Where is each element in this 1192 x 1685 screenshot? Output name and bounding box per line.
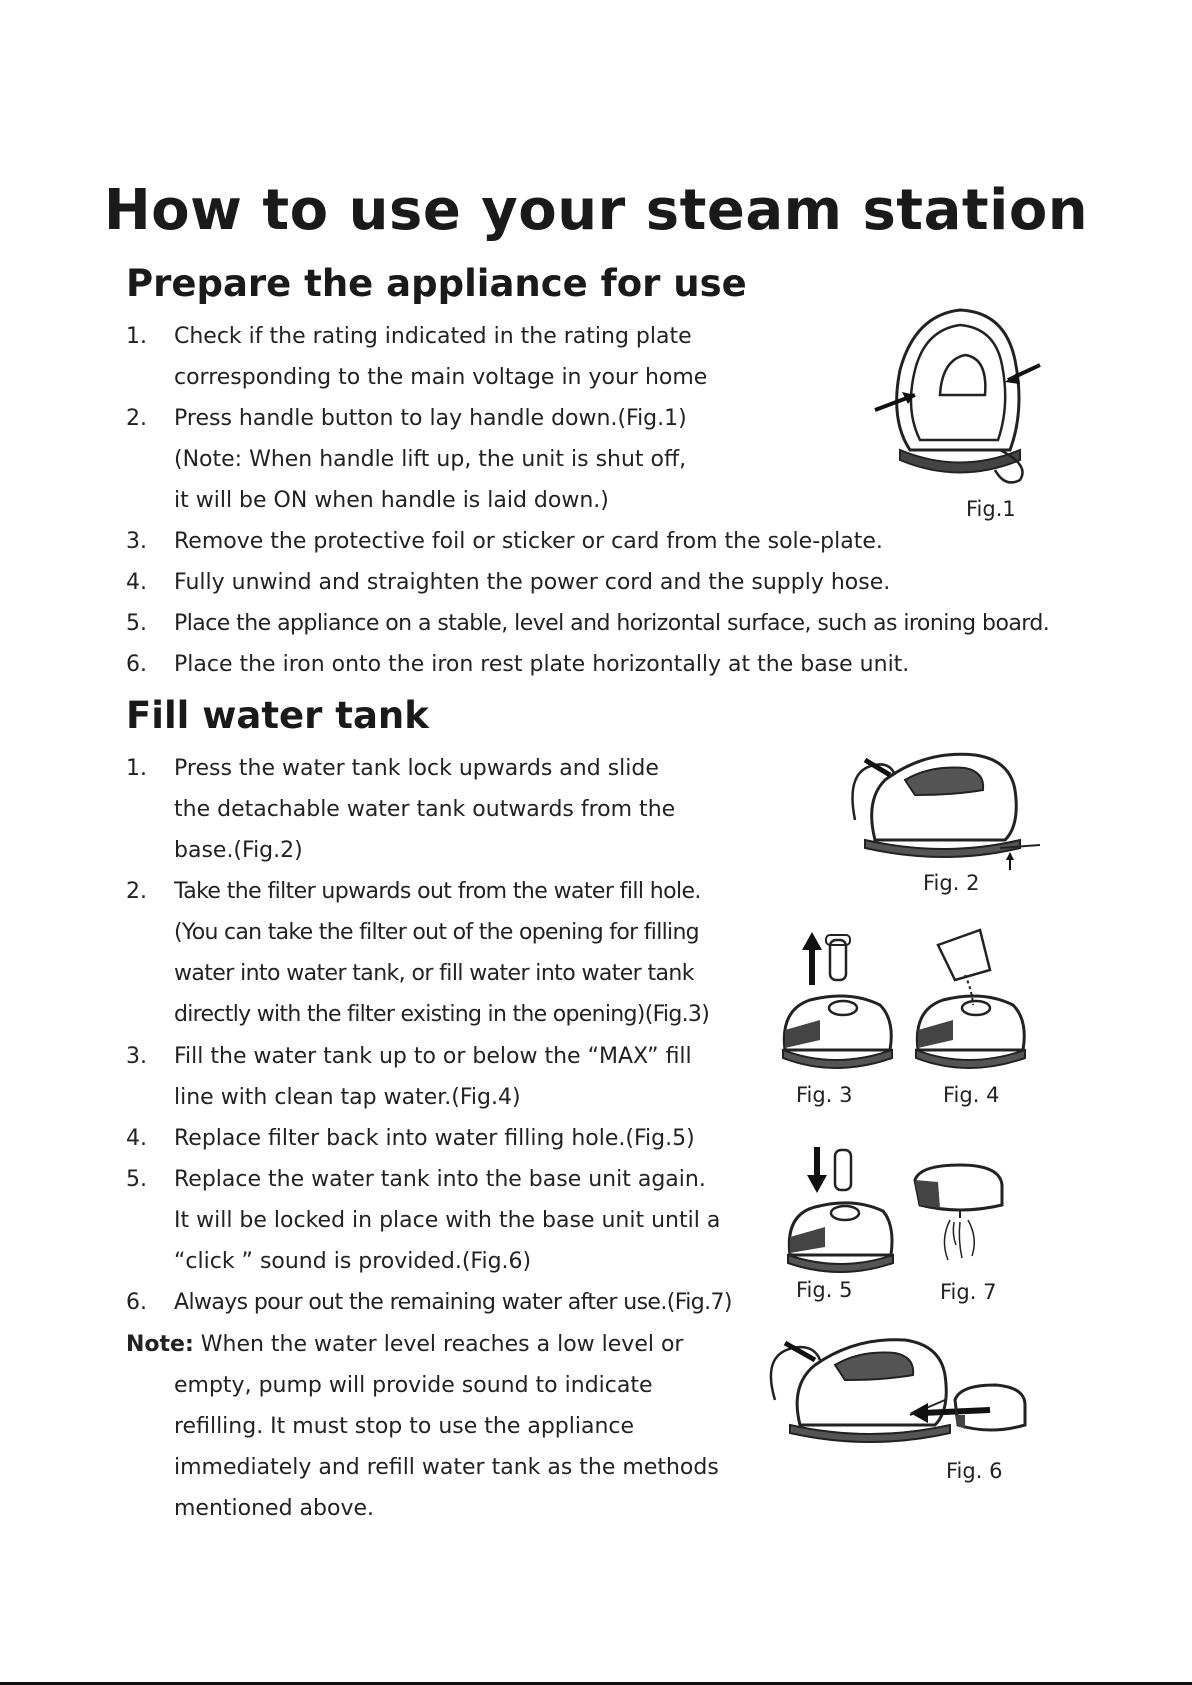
fig5-filter-replace-illustration — [785, 1145, 895, 1275]
note-text: When the water level reaches a low level or — [200, 1332, 684, 1357]
fig6-tank-insert-illustration — [760, 1325, 1030, 1455]
fig4-caption: Fig. 4 — [943, 1083, 1000, 1107]
fig3-caption: Fig. 3 — [796, 1083, 853, 1107]
list-item-text: Press the water tank lock upwards and slide — [174, 756, 659, 781]
note-text: empty, pump will provide sound to indicate — [174, 1373, 653, 1398]
fig2-caption: Fig. 2 — [923, 871, 980, 895]
note-text: mentioned above. — [174, 1496, 374, 1521]
list-item-text: (You can take the filter out of the opening for filling — [174, 920, 699, 945]
fig1-steam-station-illustration — [870, 300, 1050, 490]
list-item-text: Replace filter back into water filling hole.(Fig.5) — [174, 1126, 695, 1151]
list-item-text: Always pour out the remaining water after use.(Fig.7) — [174, 1290, 732, 1315]
list-item-text: base.(Fig.2) — [174, 838, 303, 863]
list-number: 5. — [126, 611, 147, 636]
fig4-fill-water-illustration — [910, 925, 1030, 1070]
list-item-text: Place the appliance on a stable, level and horizontal surface, such as ironing board. — [174, 611, 1050, 636]
list-number: 6. — [126, 1290, 147, 1315]
note-text: refilling. It must stop to use the appliance — [174, 1414, 635, 1439]
list-item-text: Place the iron onto the iron rest plate horizontally at the base unit. — [174, 652, 910, 677]
list-item-text: Replace the water tank into the base unit again. — [174, 1167, 706, 1192]
list-item-text: “click ” sound is provided.(Fig.6) — [174, 1249, 532, 1274]
list-item-text: Press handle button to lay handle down.(Fig.1) — [174, 406, 687, 431]
note-label: Note: — [126, 1332, 194, 1357]
list-item-text: Take the filter upwards out from the water fill hole. — [174, 879, 701, 904]
fig1-caption: Fig.1 — [966, 497, 1016, 521]
list-item-text: Remove the protective foil or sticker or card from the sole-plate. — [174, 529, 883, 554]
list-item-text: corresponding to the main voltage in your home — [174, 365, 708, 390]
list-number: 2. — [126, 879, 147, 904]
list-item-text: water into water tank, or fill water into water tank — [174, 961, 694, 986]
list-number: 3. — [126, 529, 147, 554]
fig6-caption: Fig. 6 — [946, 1459, 1003, 1483]
fig5-caption: Fig. 5 — [796, 1278, 853, 1302]
list-item-text: (Note: When handle lift up, the unit is shut off, — [174, 447, 687, 472]
page-title: How to use your steam station — [103, 178, 1089, 243]
list-number: 6. — [126, 652, 147, 677]
list-item-text: Fully unwind and straighten the power cord and the supply hose. — [174, 570, 891, 595]
list-number: 1. — [126, 324, 147, 349]
section-heading-prepare: Prepare the appliance for use — [126, 262, 747, 305]
list-number: 1. — [126, 756, 147, 781]
list-number: 4. — [126, 1126, 147, 1151]
list-item-text: line with clean tap water.(Fig.4) — [174, 1085, 521, 1110]
list-item-text: directly with the filter existing in the opening)(Fig.3) — [174, 1002, 710, 1027]
fig7-caption: Fig. 7 — [940, 1280, 997, 1304]
section-heading-fill-water-tank: Fill water tank — [126, 694, 429, 737]
fig3-filter-removal-illustration — [780, 930, 895, 1070]
list-item-text: it will be ON when handle is laid down.) — [174, 488, 609, 513]
fig7-pour-water-illustration — [910, 1160, 1010, 1270]
note-block-first-line — [126, 1330, 683, 1360]
list-item-text: Check if the rating indicated in the rating plate — [174, 324, 692, 349]
list-number: 5. — [126, 1167, 147, 1192]
list-number: 2. — [126, 406, 147, 431]
list-item-text: the detachable water tank outwards from the — [174, 797, 676, 822]
note-text: immediately and refill water tank as the methods — [174, 1455, 719, 1480]
fig2-water-tank-slide-illustration — [845, 740, 1045, 870]
list-item-text: Fill the water tank up to or below the “MAX” fill — [174, 1044, 692, 1069]
list-number: 3. — [126, 1044, 147, 1069]
list-item-text: It will be locked in place with the base unit until a — [174, 1208, 721, 1233]
list-number: 4. — [126, 570, 147, 595]
